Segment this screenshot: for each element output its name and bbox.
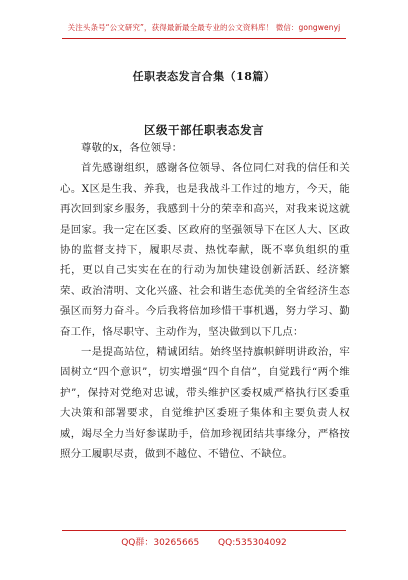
- section-title: 区级干部任职表态发言: [144, 123, 264, 137]
- header-note: 关注头条号“公文研究”，获得最新最全最专业的公文资料库！ 微信：gongwenyj: [67, 23, 341, 32]
- footer-qq-contact: QQ:535304092: [218, 538, 287, 548]
- paragraph-2: 一是提高站位，精诚团结。始终坚持旗帜鲜明讲政治，牢固树立“四个意识”，切实增强“四个自信”，自觉践行“两个维护”，保持对党绝对忠诚，带头维护区委权威严格执行区委重大决策和部署要求，自觉维护区委班子集体和主要负责人权威，竭尽全力当好参谋助手，倍加珍视团结共事缘分，严格按照分工履职尽责，做到不越位、不错位、不缺位。: [60, 346, 350, 461]
- header-divider: [62, 38, 346, 39]
- salutation: 尊敬的x，各位领导：: [81, 142, 183, 154]
- footer: [0, 535, 408, 548]
- footer-divider: [62, 530, 346, 531]
- document-title: 任职表态发言合集（18篇）: [132, 70, 276, 83]
- paragraph-1: 首先感谢组织，感谢各位领导、各位同仁对我的信任和关心。X区是生我、养我，也是我战斗工作过的地方，今天，能再次回到家乡服务，我感到十分的荣幸和高兴，对我来说这就是回家。我一定在区委、区政府的坚强领导下在区人大、区政协的监督支持下，履职尽责、热忱奉献，既不辜负组织的重托，更以自己实实在在的行动为加快建设创新活跃、经济繁荣、政治清明、文化兴盛、社会和谐生态优美的全省经济生态强区而努力奋斗。今后我将倍加珍惜干事机遇，努力学习、勤奋工作，恪尽职守、主动作为，坚决做到以下几点：: [60, 162, 350, 338]
- document-body: [60, 138, 350, 465]
- footer-qq-group: QQ群：30265665: [121, 538, 200, 548]
